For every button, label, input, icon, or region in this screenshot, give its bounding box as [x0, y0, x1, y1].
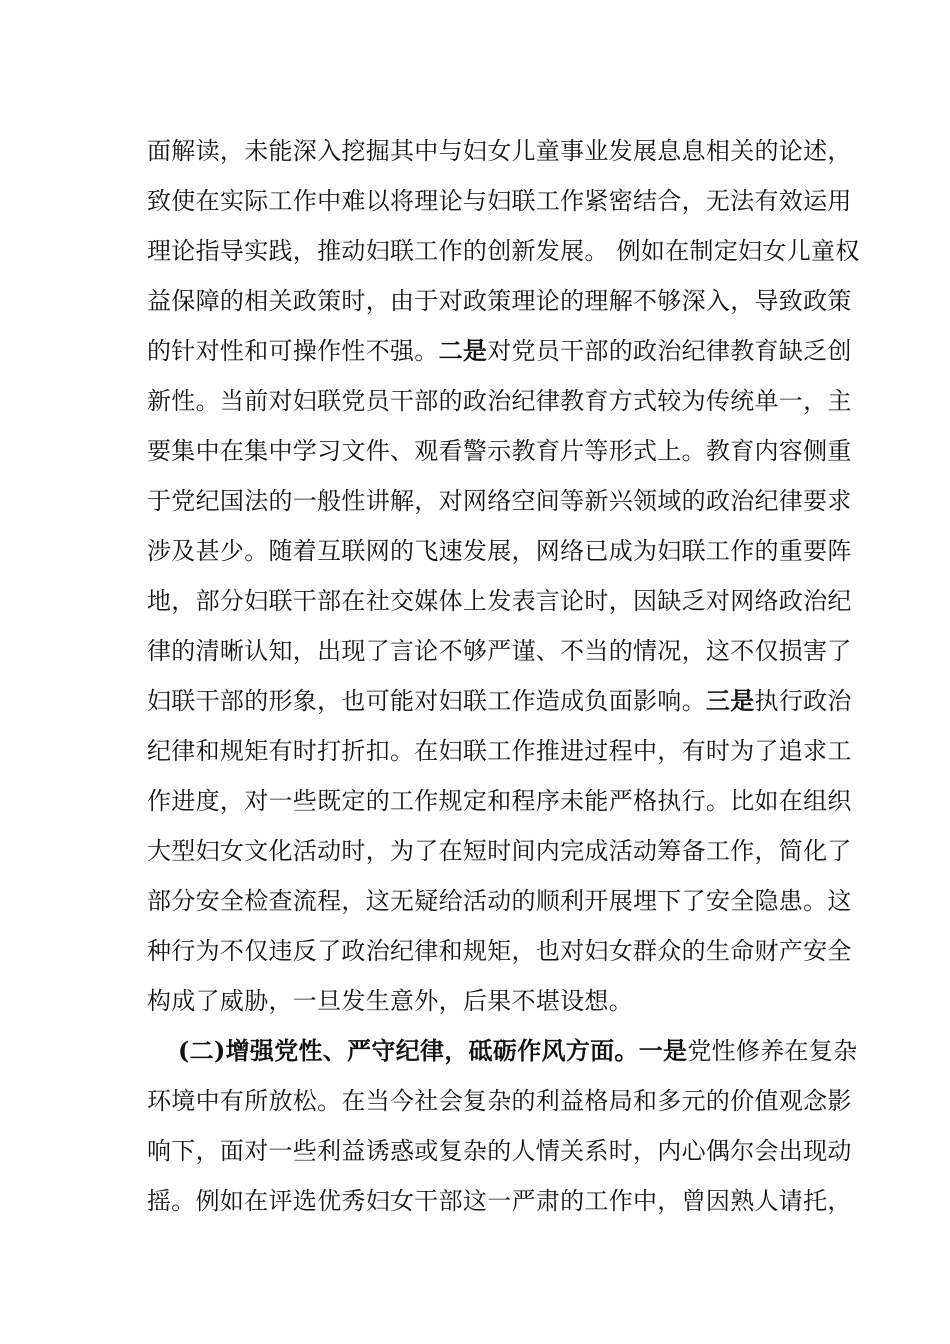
- text-line: 于党纪国法的一般性讲解，对网络空间等新兴领域的政治纪律要求: [147, 487, 852, 515]
- text-line: 益保障的相关政策时，由于对政策理论的理解不够深入，导致政策: [147, 287, 852, 315]
- bold-marker: 二是: [438, 336, 488, 365]
- text-line: 新性。当前对妇联党员干部的政治纪律教育方式较为传统单一，主: [147, 387, 852, 415]
- text-line: 作进度，对一些既定的工作规定和程序未能严格执行。比如在组织: [147, 787, 852, 815]
- text-line: 响下，面对一些利益诱惑或复杂的人情关系时，内心偶尔会出现动: [147, 1137, 852, 1165]
- text-line: 理论指导实践，推动妇联工作的创新发展。 例如在制定妇女儿童权: [147, 237, 860, 265]
- text-line-paragraph-end: 构成了威胁，一旦发生意外，后果不堪设想。: [147, 987, 633, 1015]
- text-line: 面解读，未能深入挖掘其中与妇女儿童事业发展息息相关的论述，: [147, 137, 852, 165]
- text-line: 部分安全检查流程，这无疑给活动的顺利开展埋下了安全隐患。这: [147, 887, 852, 915]
- bold-marker: 三是: [705, 686, 755, 715]
- text-line: 环境中有所放松。在当今社会复杂的利益格局和多元的价值观念影: [147, 1087, 852, 1115]
- section-heading-line: (二)增强党性、严守纪律，砥砺作风方面。一是党性修养在复杂: [178, 1036, 858, 1065]
- bold-marker: 一是: [638, 1036, 688, 1065]
- text-line: 种行为不仅违反了政治纪律和规矩，也对妇女群众的生命财产安全: [147, 937, 852, 965]
- text-line: 妇联干部的形象，也可能对妇联工作造成负面影响。三是执行政治: [147, 686, 852, 715]
- text-line: 要集中在集中学习文件、观看警示教育片等形式上。教育内容侧重: [147, 437, 852, 465]
- text-line: 摇。例如在评选优秀妇女干部这一严肃的工作中，曾因熟人请托，: [147, 1187, 852, 1215]
- text-line: 的针对性和可操作性不强。二是对党员干部的政治纪律教育缺乏创: [147, 336, 852, 365]
- text-line: 律的清晰认知，出现了言论不够严谨、不当的情况，这不仅损害了: [147, 637, 852, 665]
- text-line: 涉及甚少。随着互联网的飞速发展，网络已成为妇联工作的重要阵: [147, 537, 852, 565]
- text-line: 纪律和规矩有时打折扣。在妇联工作推进过程中，有时为了追求工: [147, 737, 852, 765]
- text-line: 大型妇女文化活动时，为了在短时间内完成活动筹备工作，简化了: [147, 837, 852, 865]
- text-line: 地，部分妇联干部在社交媒体上发表言论时，因缺乏对网络政治纪: [147, 587, 852, 615]
- text-line: 致使在实际工作中难以将理论与妇联工作紧密结合，无法有效运用: [147, 187, 852, 215]
- section-heading: (二)增强党性、严守纪律，砥砺作风方面。: [178, 1036, 639, 1065]
